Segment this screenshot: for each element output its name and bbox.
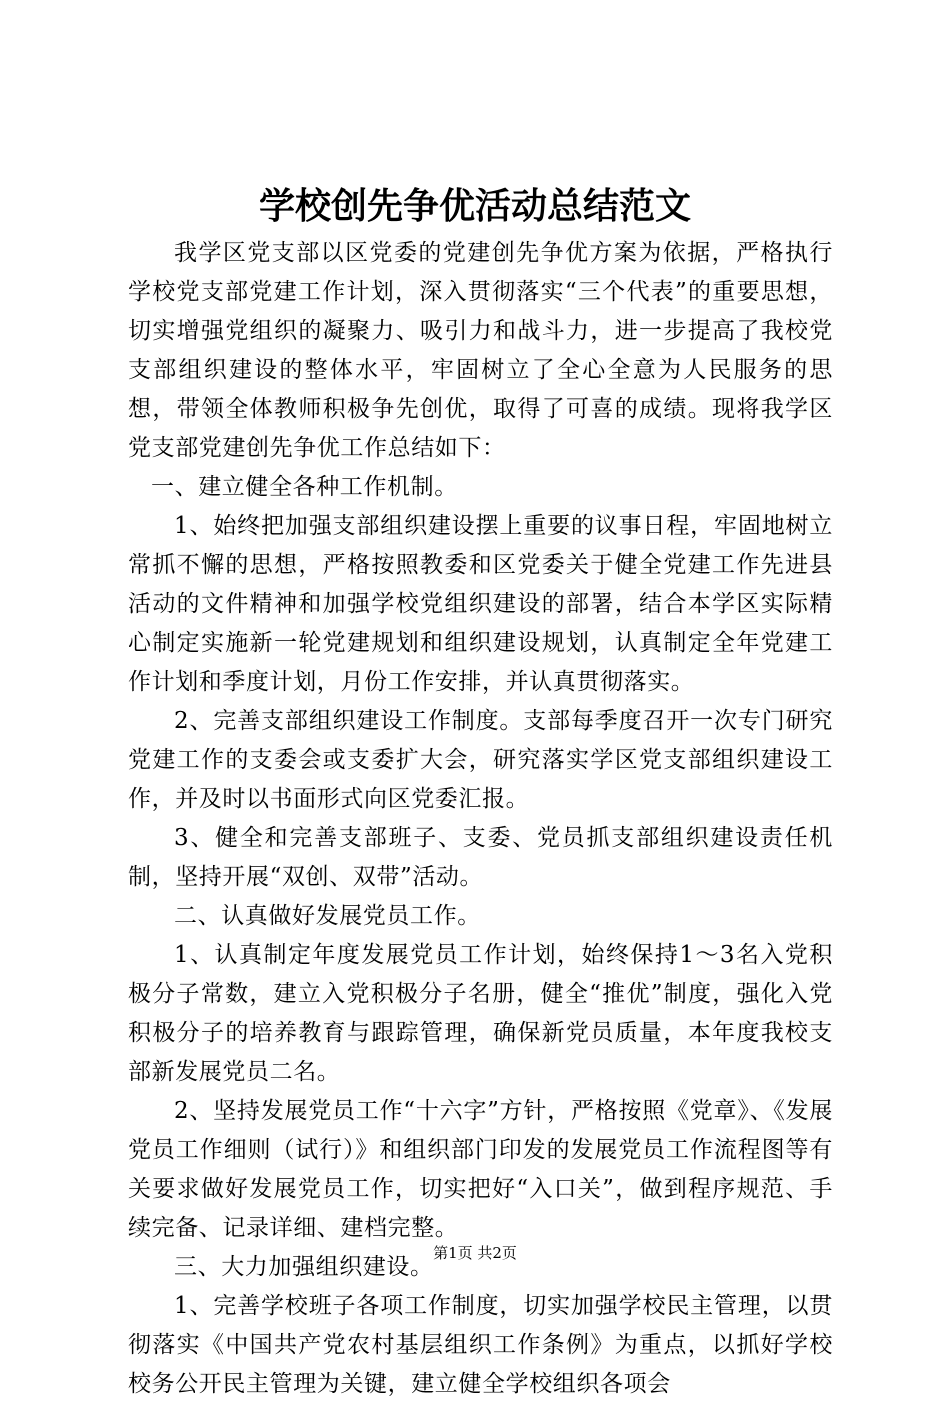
paragraph-2-2: 2、坚持发展党员工作“十六字”方针，严格按照《党章》、《发展党员工作细则（试行）》和组织部门印发的发展党员工作流程图等有关要求做好发展党员工作，切实把好“入口关”，做到程序规范、手续完备、记录详细、建档完整。 <box>128 1098 833 1241</box>
paragraph-1-3: 3、健全和完善支部班子、支委、党员抓支部组织建设责任机制，坚持开展“双创、双带”活动。 <box>128 825 833 890</box>
section-heading-2: 二、认真做好发展党员工作。 <box>174 903 481 929</box>
paragraph-3-1: 1、完善学校班子各项工作制度，切实加强学校民主管理，以贯彻落实《中国共产党农村基层组织工作条例》为重点，以抓好学校校务公开民主管理为关键，建立健全学校组织各项会 <box>128 1293 833 1397</box>
paragraph-2-1: 1、认真制定年度发展党员工作计划，始终保持1～3名入党积极分子常数，建立入党积极分子名册，健全“推优”制度，强化入党积极分子的培养教育与跟踪管理，确保新党员质量，本年度我校支部新发展党员二名。 <box>128 942 833 1085</box>
document-body <box>128 234 833 1404</box>
page-footer: 第1页 共2页 <box>433 1244 517 1262</box>
document-title: 学校创先争优活动总结范文 <box>258 186 691 227</box>
section-heading-3: 三、大力加强组织建设。 <box>174 1254 434 1280</box>
paragraph-1-2: 2、完善支部组织建设工作制度。支部每季度召开一次专门研究党建工作的支委会或支委扩大会，研究落实学区党支部组织建设工作，并及时以书面形式向区党委汇报。 <box>128 708 833 812</box>
paragraph-1-1: 1、始终把加强支部组织建设摆上重要的议事日程，牢固地树立常抓不懈的思想，严格按照教委和区党委关于健全党建工作先进县活动的文件精神和加强学校党组织建设的部署，结合本学区实际精心制定实施新一轮党建规划和组织建设规划，认真制定全年党建工作计划和季度计划，月份工作安排，并认真贯彻落实。 <box>128 513 833 695</box>
section-heading-1: 一、建立健全各种工作机制。 <box>151 474 458 500</box>
paragraph-intro: 我学区党支部以区党委的党建创先争优方案为依据，严格执行学校党支部党建工作计划，深入贯彻落实“三个代表”的重要思想，切实增强党组织的凝聚力、吸引力和战斗力，进一步提高了我校党支部组织建设的整体水平，牢固树立了全心全意为人民服务的思想，带领全体教师积极争先创优，取得了可喜的成绩。现将我学区党支部党建创先争优工作总结如下： <box>128 240 833 461</box>
